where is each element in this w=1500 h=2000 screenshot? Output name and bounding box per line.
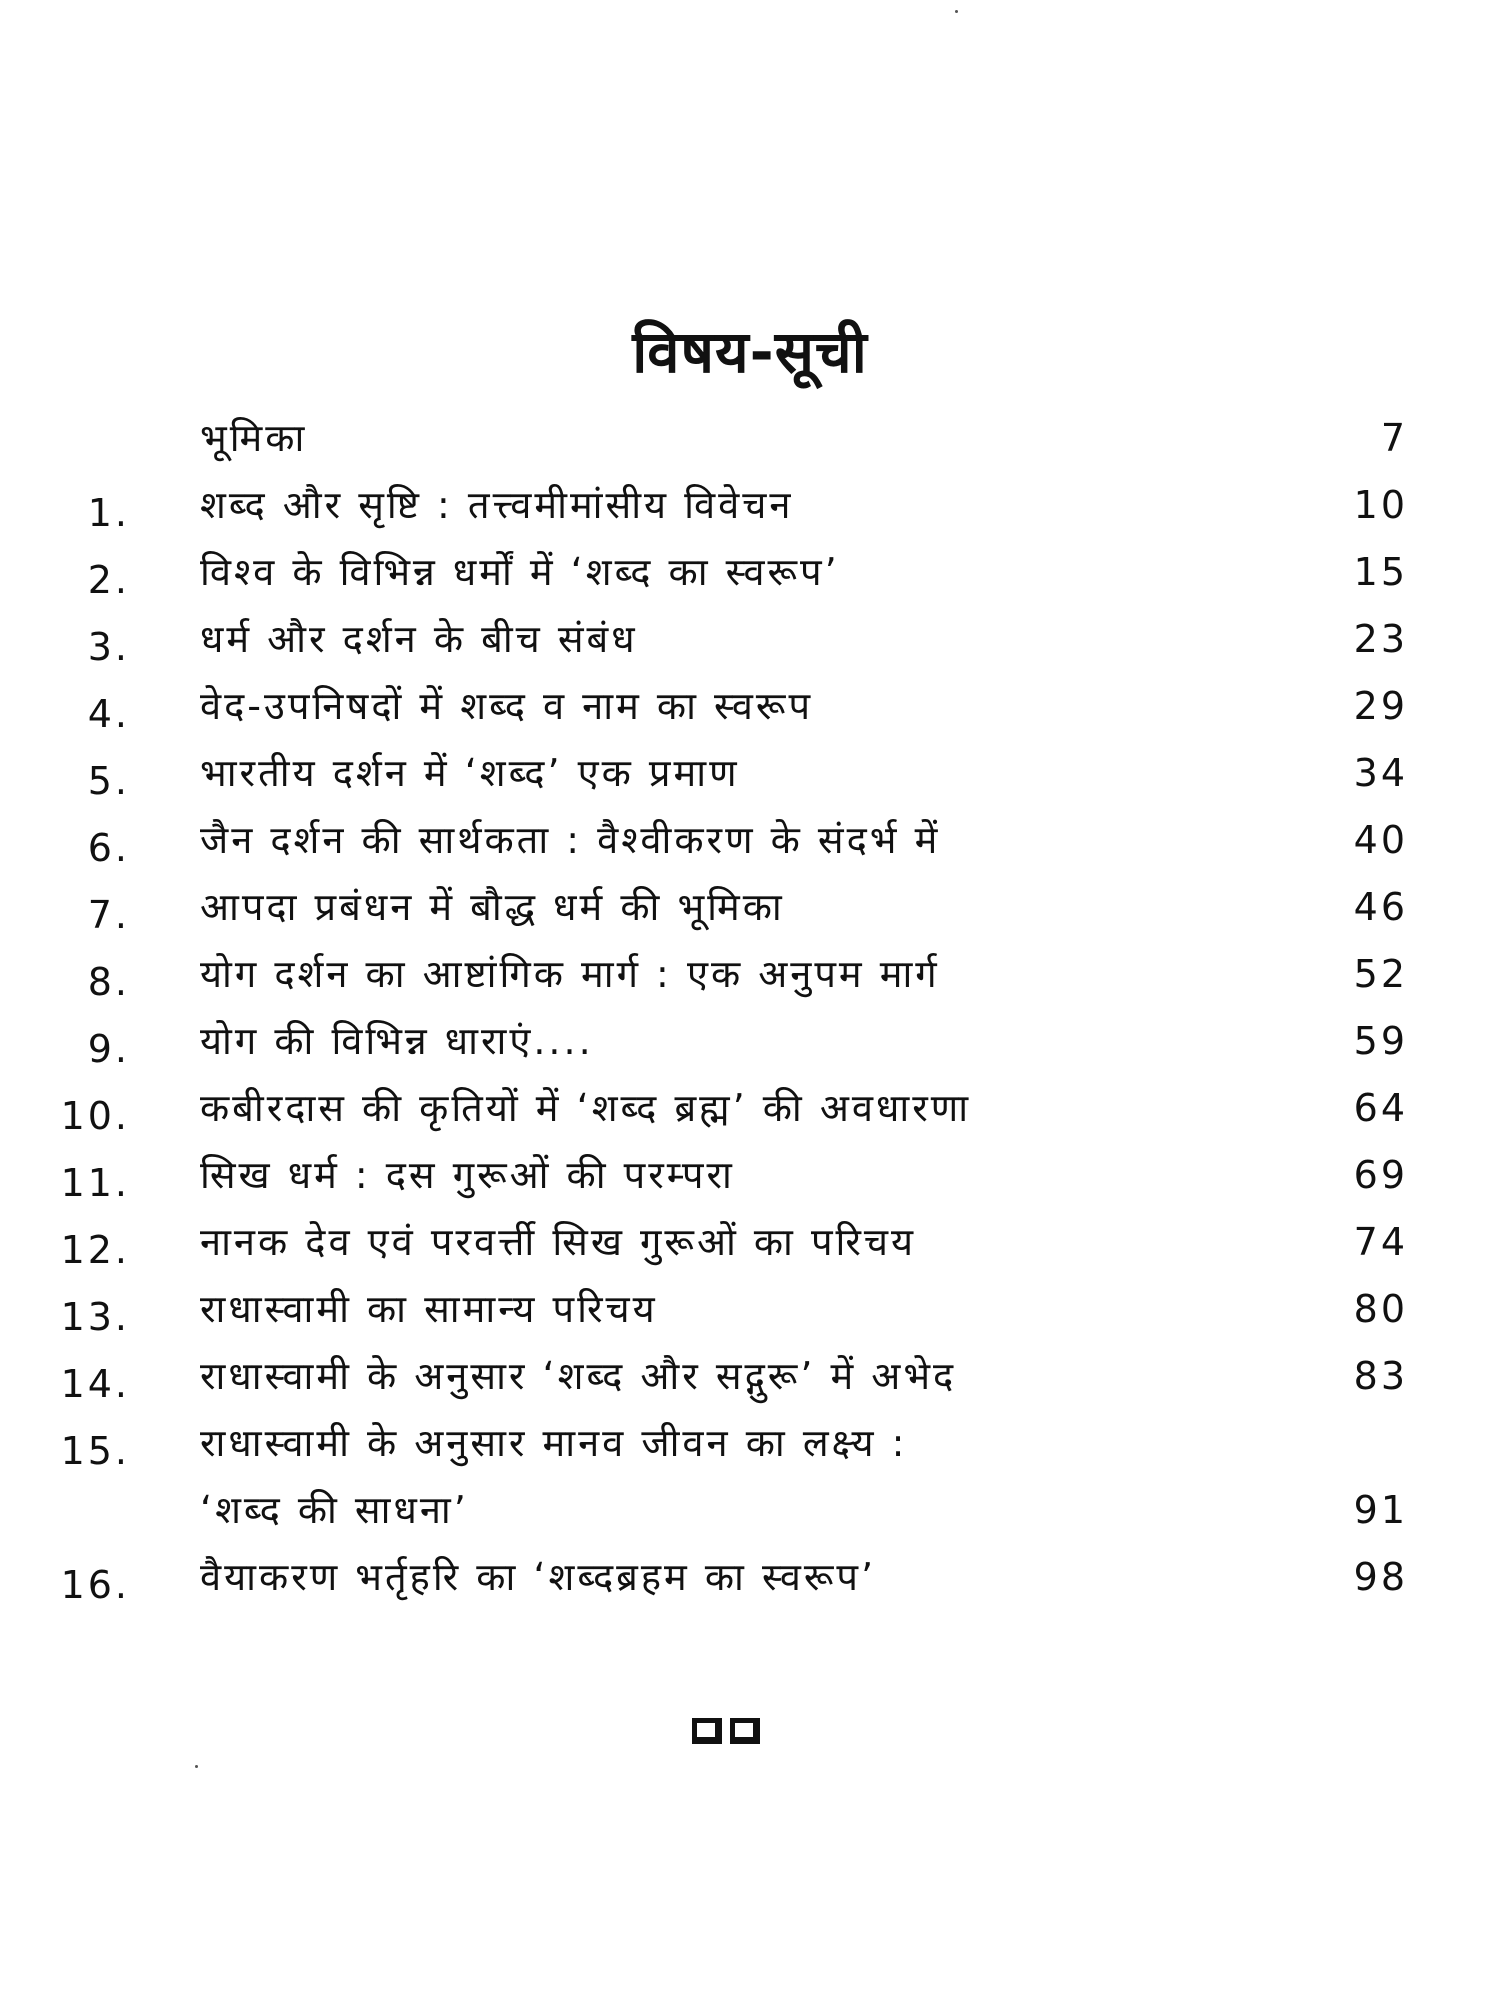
toc-entry — [0, 874, 1500, 941]
toc-entry-number: 13. — [60, 1295, 130, 1339]
paper-speck — [195, 1765, 198, 1768]
toc-entry — [0, 1142, 1500, 1209]
toc-entry-number: 4. — [87, 692, 130, 736]
toc-entry-page: 23 — [1353, 617, 1408, 661]
toc-entry-page: 15 — [1353, 550, 1408, 594]
toc-entry-title: योग दर्शन का आष्टांगिक मार्ग : एक अनुपम मार्ग — [200, 952, 940, 996]
toc-entry-number: 1. — [87, 491, 130, 535]
toc-entry-number: 8. — [87, 960, 130, 1004]
toc-entry-title: राधास्वामी के अनुसार ‘शब्द और सद्गुरू’ में अभेद — [200, 1354, 957, 1398]
toc-entry-page: 46 — [1353, 885, 1408, 929]
toc-entry-page: 91 — [1353, 1488, 1408, 1532]
toc-entry-title: धर्म और दर्शन के बीच संबंध — [200, 617, 638, 661]
section-end-ornament — [692, 1718, 760, 1744]
toc-entry-title: नानक देव एवं परवर्त्ती सिख गुरूओं का परिचय — [200, 1220, 917, 1264]
toc-entry-title: राधास्वामी का सामान्य परिचय — [200, 1287, 658, 1331]
toc-entry-page: 52 — [1353, 952, 1408, 996]
toc-entry-title: सिख धर्म : दस गुरूओं की परम्परा — [200, 1153, 735, 1197]
toc-entry-title: राधास्वामी के अनुसार मानव जीवन का लक्ष्य : — [200, 1421, 908, 1465]
toc-entry-number: 12. — [60, 1228, 130, 1272]
toc-entry-number: 9. — [87, 1027, 130, 1071]
ornament-square-icon — [730, 1718, 760, 1744]
toc-entry — [0, 740, 1500, 807]
toc-entry — [0, 1343, 1500, 1410]
toc-entry-number: 7. — [87, 893, 130, 937]
toc-entry — [0, 1075, 1500, 1142]
toc-entry-page: 40 — [1353, 818, 1408, 862]
table-of-contents — [0, 405, 1500, 1611]
toc-entry-number: 5. — [87, 759, 130, 803]
toc-entry-page: 7 — [1380, 416, 1408, 460]
paper-speck — [955, 10, 958, 13]
toc-entry-title: भारतीय दर्शन में ‘शब्द’ एक प्रमाण — [200, 751, 740, 795]
toc-entry-preface — [0, 405, 1500, 472]
toc-entry-title: शब्द और सृष्टि : तत्त्वमीमांसीय विवेचन — [200, 483, 794, 527]
toc-entry-page: 29 — [1353, 684, 1408, 728]
toc-entry — [0, 539, 1500, 606]
toc-entry-number: 11. — [60, 1161, 130, 1205]
toc-entry-number: 3. — [87, 625, 130, 669]
toc-entry — [0, 1544, 1500, 1611]
toc-entry-title: कबीरदास की कृतियों में ‘शब्द ब्रह्म’ की अवधारणा — [200, 1086, 972, 1130]
toc-entry-title: वेद-उपनिषदों में शब्द व नाम का स्वरूप — [200, 684, 814, 728]
toc-entry-page: 64 — [1353, 1086, 1408, 1130]
toc-entry — [0, 1276, 1500, 1343]
toc-entry-page: 10 — [1353, 483, 1408, 527]
toc-entry — [0, 807, 1500, 874]
toc-entry-number: 6. — [87, 826, 130, 870]
toc-entry — [0, 606, 1500, 673]
toc-entry-page: 59 — [1353, 1019, 1408, 1063]
toc-entry-page: 74 — [1353, 1220, 1408, 1264]
toc-entry-page: 69 — [1353, 1153, 1408, 1197]
toc-entry — [0, 1209, 1500, 1276]
toc-entry-number: 16. — [60, 1563, 130, 1607]
toc-entry-page: 34 — [1353, 751, 1408, 795]
toc-entry-title: वैयाकरण भर्तृहरि का ‘शब्दब्रहम का स्वरूप’ — [200, 1555, 877, 1599]
toc-entry — [0, 472, 1500, 539]
toc-entry — [0, 673, 1500, 740]
toc-entry-number: 15. — [60, 1429, 130, 1473]
page-title: विषय-सूची — [632, 318, 868, 386]
toc-entry-page: 83 — [1353, 1354, 1408, 1398]
toc-entry — [0, 1008, 1500, 1075]
toc-entry-title: विश्व के विभिन्न धर्मों में ‘शब्द का स्वरूप’ — [200, 550, 840, 594]
toc-entry — [0, 1410, 1500, 1544]
toc-entry-page: 98 — [1353, 1555, 1408, 1599]
toc-entry-number: 2. — [87, 558, 130, 602]
toc-entry-page: 80 — [1353, 1287, 1408, 1331]
ornament-square-icon — [692, 1718, 722, 1744]
toc-entry-title: आपदा प्रबंधन में बौद्ध धर्म की भूमिका — [200, 885, 785, 929]
toc-entry — [0, 941, 1500, 1008]
toc-entry-number: 14. — [60, 1362, 130, 1406]
toc-entry-title: योग की विभिन्न धाराएं.... — [200, 1019, 594, 1063]
toc-entry-title: जैन दर्शन की सार्थकता : वैश्वीकरण के संदर्भ में — [200, 818, 941, 862]
toc-entry-number: 10. — [60, 1094, 130, 1138]
toc-entry-title-continuation: ‘शब्द की साधना’ — [200, 1488, 469, 1532]
toc-entry-title: भूमिका — [200, 416, 308, 460]
